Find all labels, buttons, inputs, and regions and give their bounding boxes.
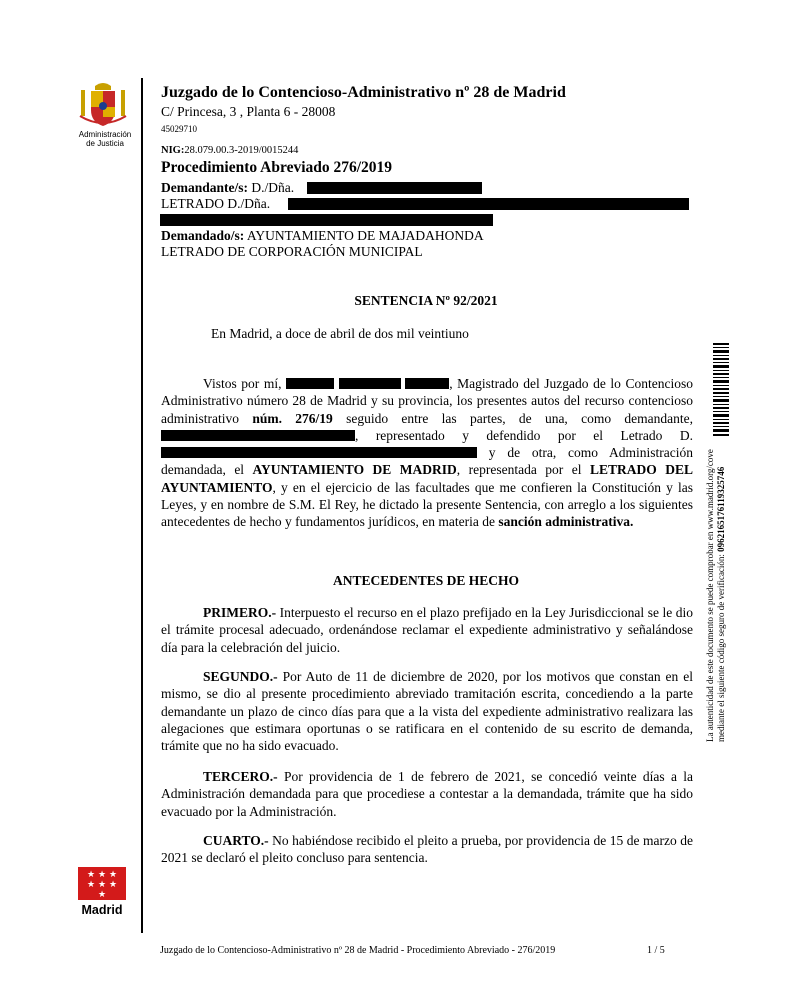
procedure-title: Procedimiento Abreviado 276/2019: [161, 159, 393, 176]
court-code: 45029710: [161, 124, 197, 134]
segundo-paragraph: SEGUNDO.- Por Auto de 11 de diciembre de 2020, por los motivos que constan en el mismo, se dio al presente procedimiento abreviado tramitación escrita, concediendo a la parte demandante un plazo de cinco días para que a la vista del expediente administrativo realizara las alegaciones que estimara oportunas o se ratificara en el contenido de su escrito de demanda, trámite que no ha sido evacuado.: [161, 669, 693, 754]
page-number: 1 / 5: [647, 945, 665, 956]
court-address: C/ Princesa, 3 , Planta 6 - 28008: [161, 104, 336, 119]
antecedentes-title: ANTECEDENTES DE HECHO: [332, 573, 520, 588]
redaction: [288, 198, 689, 210]
demandado-letrado: LETRADO DE CORPORACIÓN MUNICIPAL: [161, 244, 423, 259]
coat-of-arms-icon: [78, 80, 128, 130]
sentencia-title: SENTENCIA Nº 92/2021: [354, 293, 498, 308]
footer-text: Juzgado de lo Contencioso-Administrativo nº 28 de Madrid - Procedimiento Abreviado - 276/2019: [160, 945, 556, 956]
vistos-paragraph: Vistos por mí, , Magistrado del Juzgado de lo Contencioso Administrativo número 28 de Madrid y su provincia, los presentes autos del recurso contencioso administrativo núm. 276/19 seguido entre las partes, de una, como demandante, , representado y defendido por el Letrado D. y de otra, como Administración demandada, el AYUNTAMIENTO DE MADRID, representada por el LETRADO DEL AYUNTAMIENTO, y en el ejercicio de las facultades que me confieren la Constitución y las Leyes, y en nombre de S.M. El Rey, he dictado la presente Sentencia, con arreglo a los siguientes antecedentes de hecho y fundamentos jurídicos, en materia de sanción administrativa.: [161, 376, 694, 530]
redaction: [160, 214, 493, 226]
verification-text: La autenticidad de este documento se puede comprobar en www.madrid.org/cove mediante el siguiente código seguro de verificación: 0962165176119325746: [705, 449, 726, 742]
tercero-paragraph: TERCERO.- Por providencia de 1 de febrero de 2021, se concedió veinte días a la Administración demandada para que procediese a contestar a la demandada, trámite que ha sido evacuado por la Administración.: [161, 769, 693, 819]
logo-caption: Administración de Justicia: [78, 130, 132, 148]
demandante-line: Demandante/s: D./Dña.: [161, 180, 295, 195]
cuarto-paragraph: CUARTO.- No habiéndose recibido el pleito a prueba, por providencia de 15 de marzo de 2021 se declaró el pleito concluso para sentencia.: [161, 833, 694, 866]
margin-rule: [141, 78, 143, 933]
nig-line: NIG:28.079.00.3-2019/0015244: [161, 145, 299, 156]
letrado-line: LETRADO D./Dña.: [161, 196, 271, 211]
madrid-flag-icon: ★ ★ ★ ★ ★ ★ ★: [78, 867, 126, 900]
demandado-line: Demandado/s: AYUNTAMIENTO DE MAJADAHONDA: [161, 228, 484, 243]
primero-paragraph: PRIMERO.- Interpuesto el recurso en el plazo prefijado en la Ley Jurisdiccional se le dio el trámite procesal adecuado, ordenándose reclamar el expediente administrativo y señalándose día para la celebración del juicio.: [161, 605, 694, 655]
redaction: [307, 182, 482, 194]
madrid-logo-caption: Madrid: [81, 903, 123, 917]
date-line: En Madrid, a doce de abril de dos mil veintiuno: [211, 326, 469, 341]
court-name: Juzgado de lo Contencioso-Administrativo nº 28 de Madrid: [161, 84, 566, 101]
barcode: [713, 343, 729, 437]
